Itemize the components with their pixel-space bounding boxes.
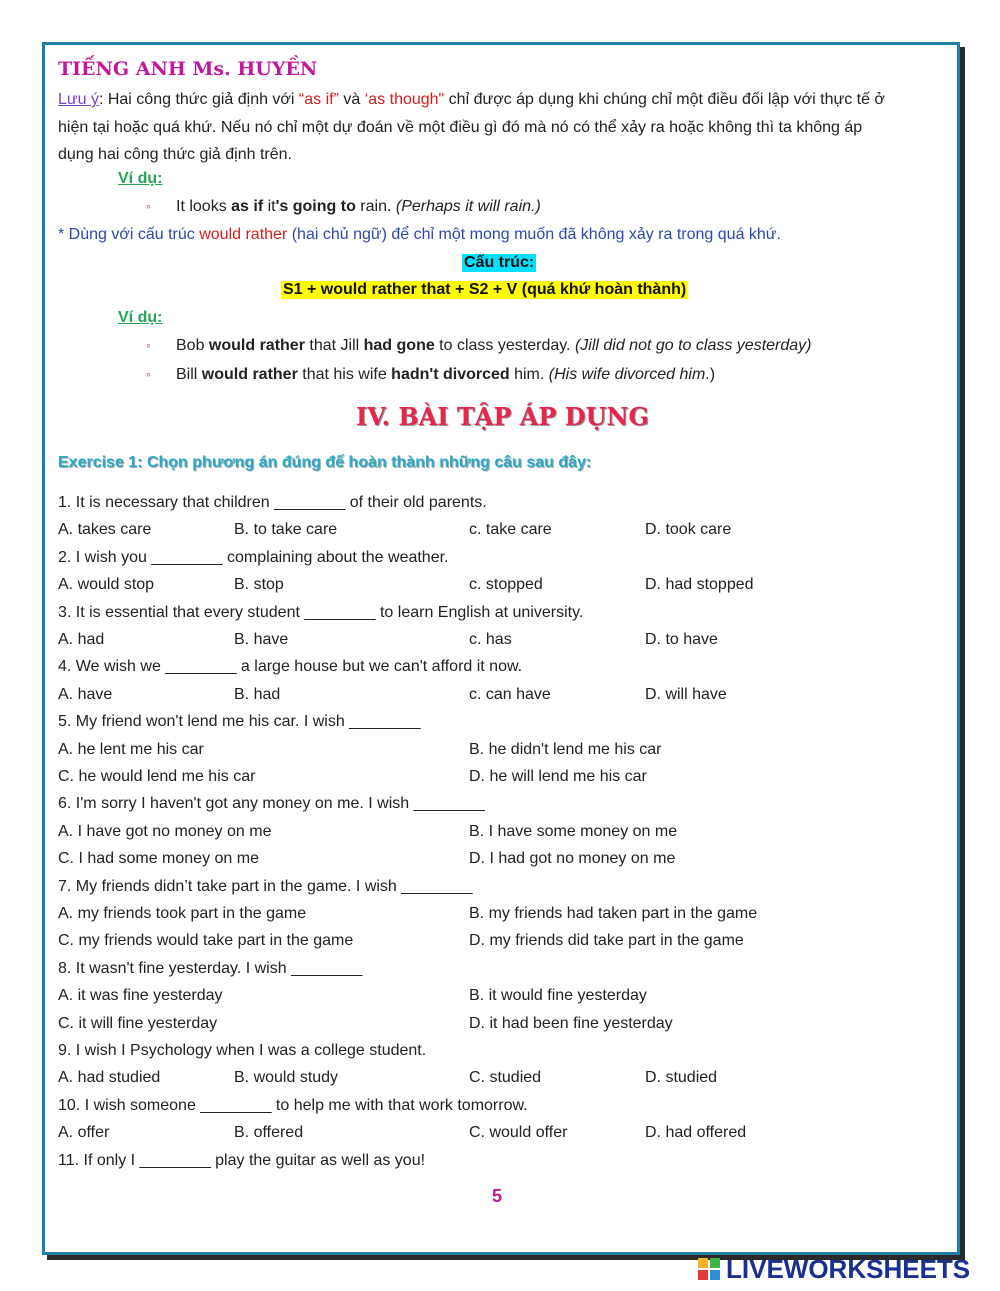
- option-3-d[interactable]: D. to have: [645, 631, 718, 648]
- question-10: 10. I wish someone ________ to help me with that work tomorrow.: [58, 1096, 528, 1114]
- option-9-b[interactable]: B. would study: [234, 1069, 339, 1087]
- section-title: IV. BÀI TẬP ÁP DỤNG: [356, 402, 649, 431]
- bullet-icon: ◦: [146, 337, 151, 353]
- option-7-a[interactable]: A. my friends took part in the game: [58, 905, 307, 922]
- example-1: ◦ It looks as if it's going to rain. (Perhaps it will rain.): [146, 198, 541, 215]
- note-text-3: chỉ được áp dụng khi chúng chỉ một điều đối lập với thực tế ở hiện tại hoặc quá khứ. Nếu nó chỉ một dự đoán về một điều gì đó mà nó có thể xảy ra hoặc không thì ta không áp dụng hai công thức giả định trên.: [58, 91, 885, 163]
- option-5-d[interactable]: D. he will lend me his car: [469, 768, 647, 785]
- option-9-d[interactable]: D. studied: [645, 1069, 718, 1087]
- question-1: 1. It is necessary that children ________ of their old parents.: [58, 494, 487, 511]
- structure-formula: S1 + would rather that + S2 + V (quá khứ hoàn thành): [283, 281, 687, 298]
- option-4-c[interactable]: c. can have: [469, 685, 551, 703]
- option-8-c[interactable]: C. it will fine yesterday: [58, 1014, 218, 1032]
- brand-title: TIẾNG ANH Ms. HUYỀN: [58, 58, 318, 80]
- option-4-b[interactable]: B. had: [234, 685, 281, 703]
- option-10-c[interactable]: C. would offer: [469, 1124, 568, 1142]
- note-as-if: “as if”: [298, 91, 339, 108]
- option-7-d[interactable]: D. my friends did take part in the game: [469, 932, 744, 950]
- note-label: Lưu ý: [58, 91, 99, 108]
- option-10-d[interactable]: D. had offered: [645, 1124, 747, 1142]
- example-label-1: Ví dụ:: [118, 170, 163, 187]
- bullet-icon: ◦: [146, 366, 151, 382]
- structure-label: Cấu trúc:: [464, 254, 535, 271]
- option-2-c[interactable]: c. stopped: [469, 576, 543, 594]
- option-5-a[interactable]: A. he lent me his car: [58, 740, 204, 758]
- note-as-though: ‘as though": [364, 91, 445, 108]
- question-5: 5. My friend won't lend me his car. I wish ________: [58, 713, 421, 731]
- option-9-c[interactable]: C. studied: [469, 1069, 542, 1087]
- question-3: 3. It is essential that every student ________ to learn English at university.: [58, 603, 584, 621]
- would-rather-note: * Dùng với cấu trúc would rather (hai chủ ngữ) để chỉ một mong muốn đã không xảy ra trong quá khứ.: [58, 226, 781, 243]
- option-10-b[interactable]: B. offered: [234, 1124, 304, 1142]
- question-6: 6. I'm sorry I haven't got any money on me. I wish ________: [58, 795, 485, 813]
- option-3-b[interactable]: B. have: [234, 631, 289, 648]
- option-2-d[interactable]: D. had stopped: [645, 576, 754, 594]
- option-8-d[interactable]: D. it had been fine yesterday: [469, 1014, 673, 1032]
- option-6-d[interactable]: D. I had got no money on me: [469, 850, 676, 868]
- option-7-c[interactable]: C. my friends would take part in the game: [58, 932, 354, 950]
- question-2: 2. I wish you ________ complaining about the weather.: [58, 548, 449, 566]
- note-paragraph: [58, 86, 898, 169]
- option-8-a[interactable]: A. it was fine yesterday: [58, 987, 223, 1005]
- question-4: 4. We wish we ________ a large house but we can't afford it now.: [58, 658, 523, 676]
- example-2: ◦ Bob would rather that Jill had gone to class yesterday. (Jill did not go to class yesterday): [146, 337, 812, 354]
- logo-text: LIVEWORKSHEETS: [726, 1254, 971, 1284]
- option-3-c[interactable]: c. has: [469, 631, 512, 648]
- option-10-a[interactable]: A. offer: [58, 1124, 110, 1142]
- page-number: 5: [492, 1186, 503, 1206]
- option-6-b[interactable]: B. I have some money on me: [469, 822, 678, 840]
- example-3: ◦ Bill would rather that his wife hadn't divorced him. (His wife divorced him.): [146, 366, 716, 383]
- option-1-c[interactable]: c. take care: [469, 521, 552, 539]
- option-5-c[interactable]: C. he would lend me his car: [58, 768, 256, 785]
- option-8-b[interactable]: B. it would fine yesterday: [469, 987, 647, 1005]
- option-7-b[interactable]: B. my friends had taken part in the game: [469, 905, 758, 922]
- question-11: 11. If only I ________ play the guitar as well as you!: [58, 1151, 426, 1169]
- exercise-title: Exercise 1: Chọn phương án đúng để hoàn thành những câu sau đây:: [58, 454, 592, 471]
- option-6-c[interactable]: C. I had some money on me: [58, 850, 259, 868]
- logo-icon: [698, 1258, 722, 1282]
- option-4-d[interactable]: D. will have: [645, 685, 727, 703]
- option-3-a[interactable]: A. had: [58, 631, 105, 648]
- option-2-a[interactable]: A. would stop: [58, 576, 155, 594]
- note-text-1: : Hai công thức giả định với: [98, 91, 299, 108]
- option-6-a[interactable]: A. I have got no money on me: [58, 822, 272, 840]
- option-9-a[interactable]: A. had studied: [58, 1069, 161, 1087]
- question-7: 7. My friends didn’t take part in the game. I wish ________: [58, 877, 473, 895]
- option-5-b[interactable]: B. he didn't lend me his car: [469, 740, 662, 758]
- option-1-d[interactable]: D. took care: [645, 521, 732, 539]
- option-1-b[interactable]: B. to take care: [234, 521, 338, 539]
- bullet-icon: ◦: [146, 198, 151, 214]
- example-label-2: Ví dụ:: [118, 309, 163, 326]
- question-9: 9. I wish I Psychology when I was a college student.: [58, 1042, 427, 1059]
- option-2-b[interactable]: B. stop: [234, 576, 284, 594]
- option-1-a[interactable]: A. takes care: [58, 521, 152, 539]
- option-4-a[interactable]: A. have: [58, 685, 113, 703]
- question-8: 8. It wasn't fine yesterday. I wish ________: [58, 959, 363, 977]
- note-text-2: và: [338, 91, 365, 108]
